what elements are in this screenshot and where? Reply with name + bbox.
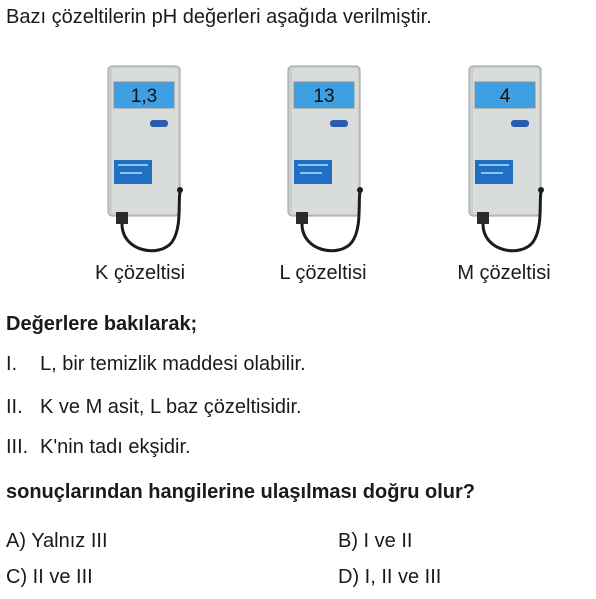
statement-3 [6, 436, 191, 459]
statement-2 [6, 396, 302, 419]
ph-meter-m [461, 62, 581, 262]
statement-number: I. [6, 353, 18, 375]
question-text: sonuçlarından hangilerine ulaşılması doğru olur? [6, 481, 475, 503]
ph-reading-k: 1,3 [130, 86, 158, 107]
statement-text: L, bir temizlik maddesi olabilir. [40, 353, 306, 375]
ph-reading-m: 4 [499, 86, 511, 107]
ph-meter-k [100, 62, 220, 262]
option-a[interactable]: A) Yalnız III [6, 530, 108, 552]
statement-text: K'nin tadı ekşidir. [40, 436, 191, 458]
ph-meter-l [280, 62, 400, 262]
option-d[interactable]: D) I, II ve III [338, 566, 442, 588]
lead-text: Değerlere bakılarak; [6, 313, 198, 335]
statement-number: III. [6, 436, 29, 458]
label-l: L çözeltisi [279, 262, 367, 284]
statement-number: II. [6, 396, 23, 418]
intro-text: Bazı çözeltilerin pH değerleri aşağıda verilmiştir. [6, 6, 432, 28]
statement-1 [6, 353, 306, 376]
label-k: K çözeltisi [94, 262, 186, 284]
ph-reading-l: 13 [313, 86, 335, 107]
label-m: M çözeltisi [457, 262, 551, 284]
option-c[interactable]: C) II ve III [6, 566, 93, 588]
option-b[interactable]: B) I ve II [338, 530, 413, 552]
statement-text: K ve M asit, L baz çözeltisidir. [40, 396, 302, 418]
